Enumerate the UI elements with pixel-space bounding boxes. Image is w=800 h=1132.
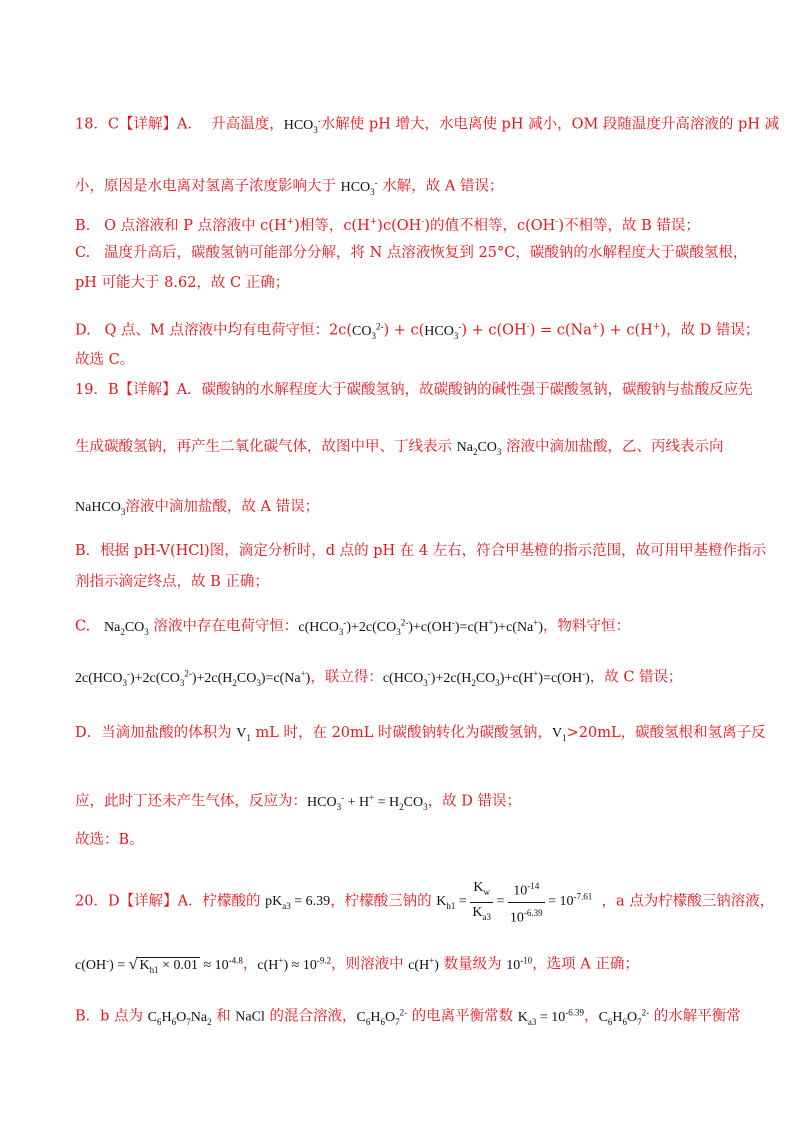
q19-line-3: NaHCO$_3$溶液中滴加盐酸，故 A 错误； (75, 499, 320, 517)
q19-line-7: $2c(HCO_3^-)+2c(CO_3^{2-})+2c(H_2CO_3)=c(Na^+)$，联立得：$c(HCO_3^-)+2c(H_2CO_3)+c(H^+)=c(OH^-)$，故 C 错误； (75, 668, 683, 688)
q18-line-1: 18．C【详解】A． 升高温度，$HCO_3^-$水解使 pH 增大，水电离使 pH 减小，OM 段随温度升高溶液的 pH 减 (75, 115, 780, 135)
q19-line-10: 故选：B。 (75, 832, 144, 848)
q20-line-2: c(OH-) = √ $K_{h1} \times 0.01 \approx 10^{-4.8}$，$c(H^+) \approx 10^{-9.2}$，则溶液中 c(H+) 数量级为 $10^{-10}$，选项 A 正确； (75, 955, 639, 975)
q18-line-7: 故选 C。 (75, 352, 135, 368)
q18-line-5: pH 可能大于 8.62，故 C 正确； (75, 275, 290, 291)
q20-line-1: 20．D【详解】A．柠檬酸的 $pK_{a3} = 6.39$，柠檬酸三钠的 $K_{h1}$ = $\frac{K_w}{K_{a3}}$ = $\frac{10^{-14}}{10^{-6.39}}$ = $10^{-7.61}$ ，a 点为柠檬酸三钠溶液， (75, 876, 774, 928)
q19-line-5: 剂指示滴定终点，故 B 正确； (75, 574, 269, 590)
q18-line-3: B. O 点溶液和 P 点溶液中 c(H+)相等，c(H+)c(OH-)的值不相等，c(OH-)不相等，故 B 错误； (75, 217, 700, 234)
q18-line-4: C. 温度升高后，碳酸氢钠可能部分分解，将 N 点溶液恢复到 25°C，碳酸钠的水解程度大于碳酸氢根， (75, 245, 748, 261)
q18-line-6: D. Q 点、M 点溶液中均有电荷守恒：$2c(CO_3^{2-}) + c(HCO_3^-) + c(OH^-) = c(Na^+) + c(H^+)$，故 D 错误； (75, 321, 760, 341)
q19-line-2: 生成碳酸氢钠，再产生二氧化碳气体，故图中甲、丁线表示 $Na_2CO_3$ 溶液中滴加盐酸，乙、丙线表示向 (75, 439, 724, 457)
q19-line-4: B．根据 pH-V(HCl)图，滴定分析时，d 点的 pH 在 4 左右，符合甲基橙的指示范围，故可用甲基橙作指示 (75, 543, 767, 559)
q19-line-6: C. $Na_2CO_3$ 溶液中存在电荷守恒：$c(HCO_3^-)+2c(CO_3^{2-})+c(OH^-)=c(H^+)+c(Na^+)$，物料守恒： (75, 617, 631, 637)
q20-line-3: B．b 点为 $C_6H_6O_7Na_2$ 和 NaCl 的混合溶液，$C_6H_6O_7^{2-}$ 的电离平衡常数 $K_{a3} = 10^{-6.39}$，$C_6H_6O_7^{2-}$ 的水解平衡常 (75, 1007, 741, 1027)
q19-line-1: 19．B【详解】A．碳酸钠的水解程度大于碳酸氢钠，故碳酸钠的碱性强于碳酸氢钠，碳酸钠与盐酸反应先 (75, 382, 753, 398)
q18-line-2: 小，原因是水电离对氢离子浓度影响大于 $HCO_3^-$ 水解，故 A 错误； (75, 177, 504, 197)
q19-line-8: D．当滴加盐酸的体积为 $V_1$ mL 时，在 20mL 时碳酸钠转化为碳酸氢钠，$V_1>20mL$，碳酸氢根和氢离子反 (75, 725, 766, 743)
q19-line-9: 应，此时丁还未产生气体，反应为：$HCO_3^- + H^+ = H_2CO_3$，故 D 错误； (75, 792, 521, 812)
